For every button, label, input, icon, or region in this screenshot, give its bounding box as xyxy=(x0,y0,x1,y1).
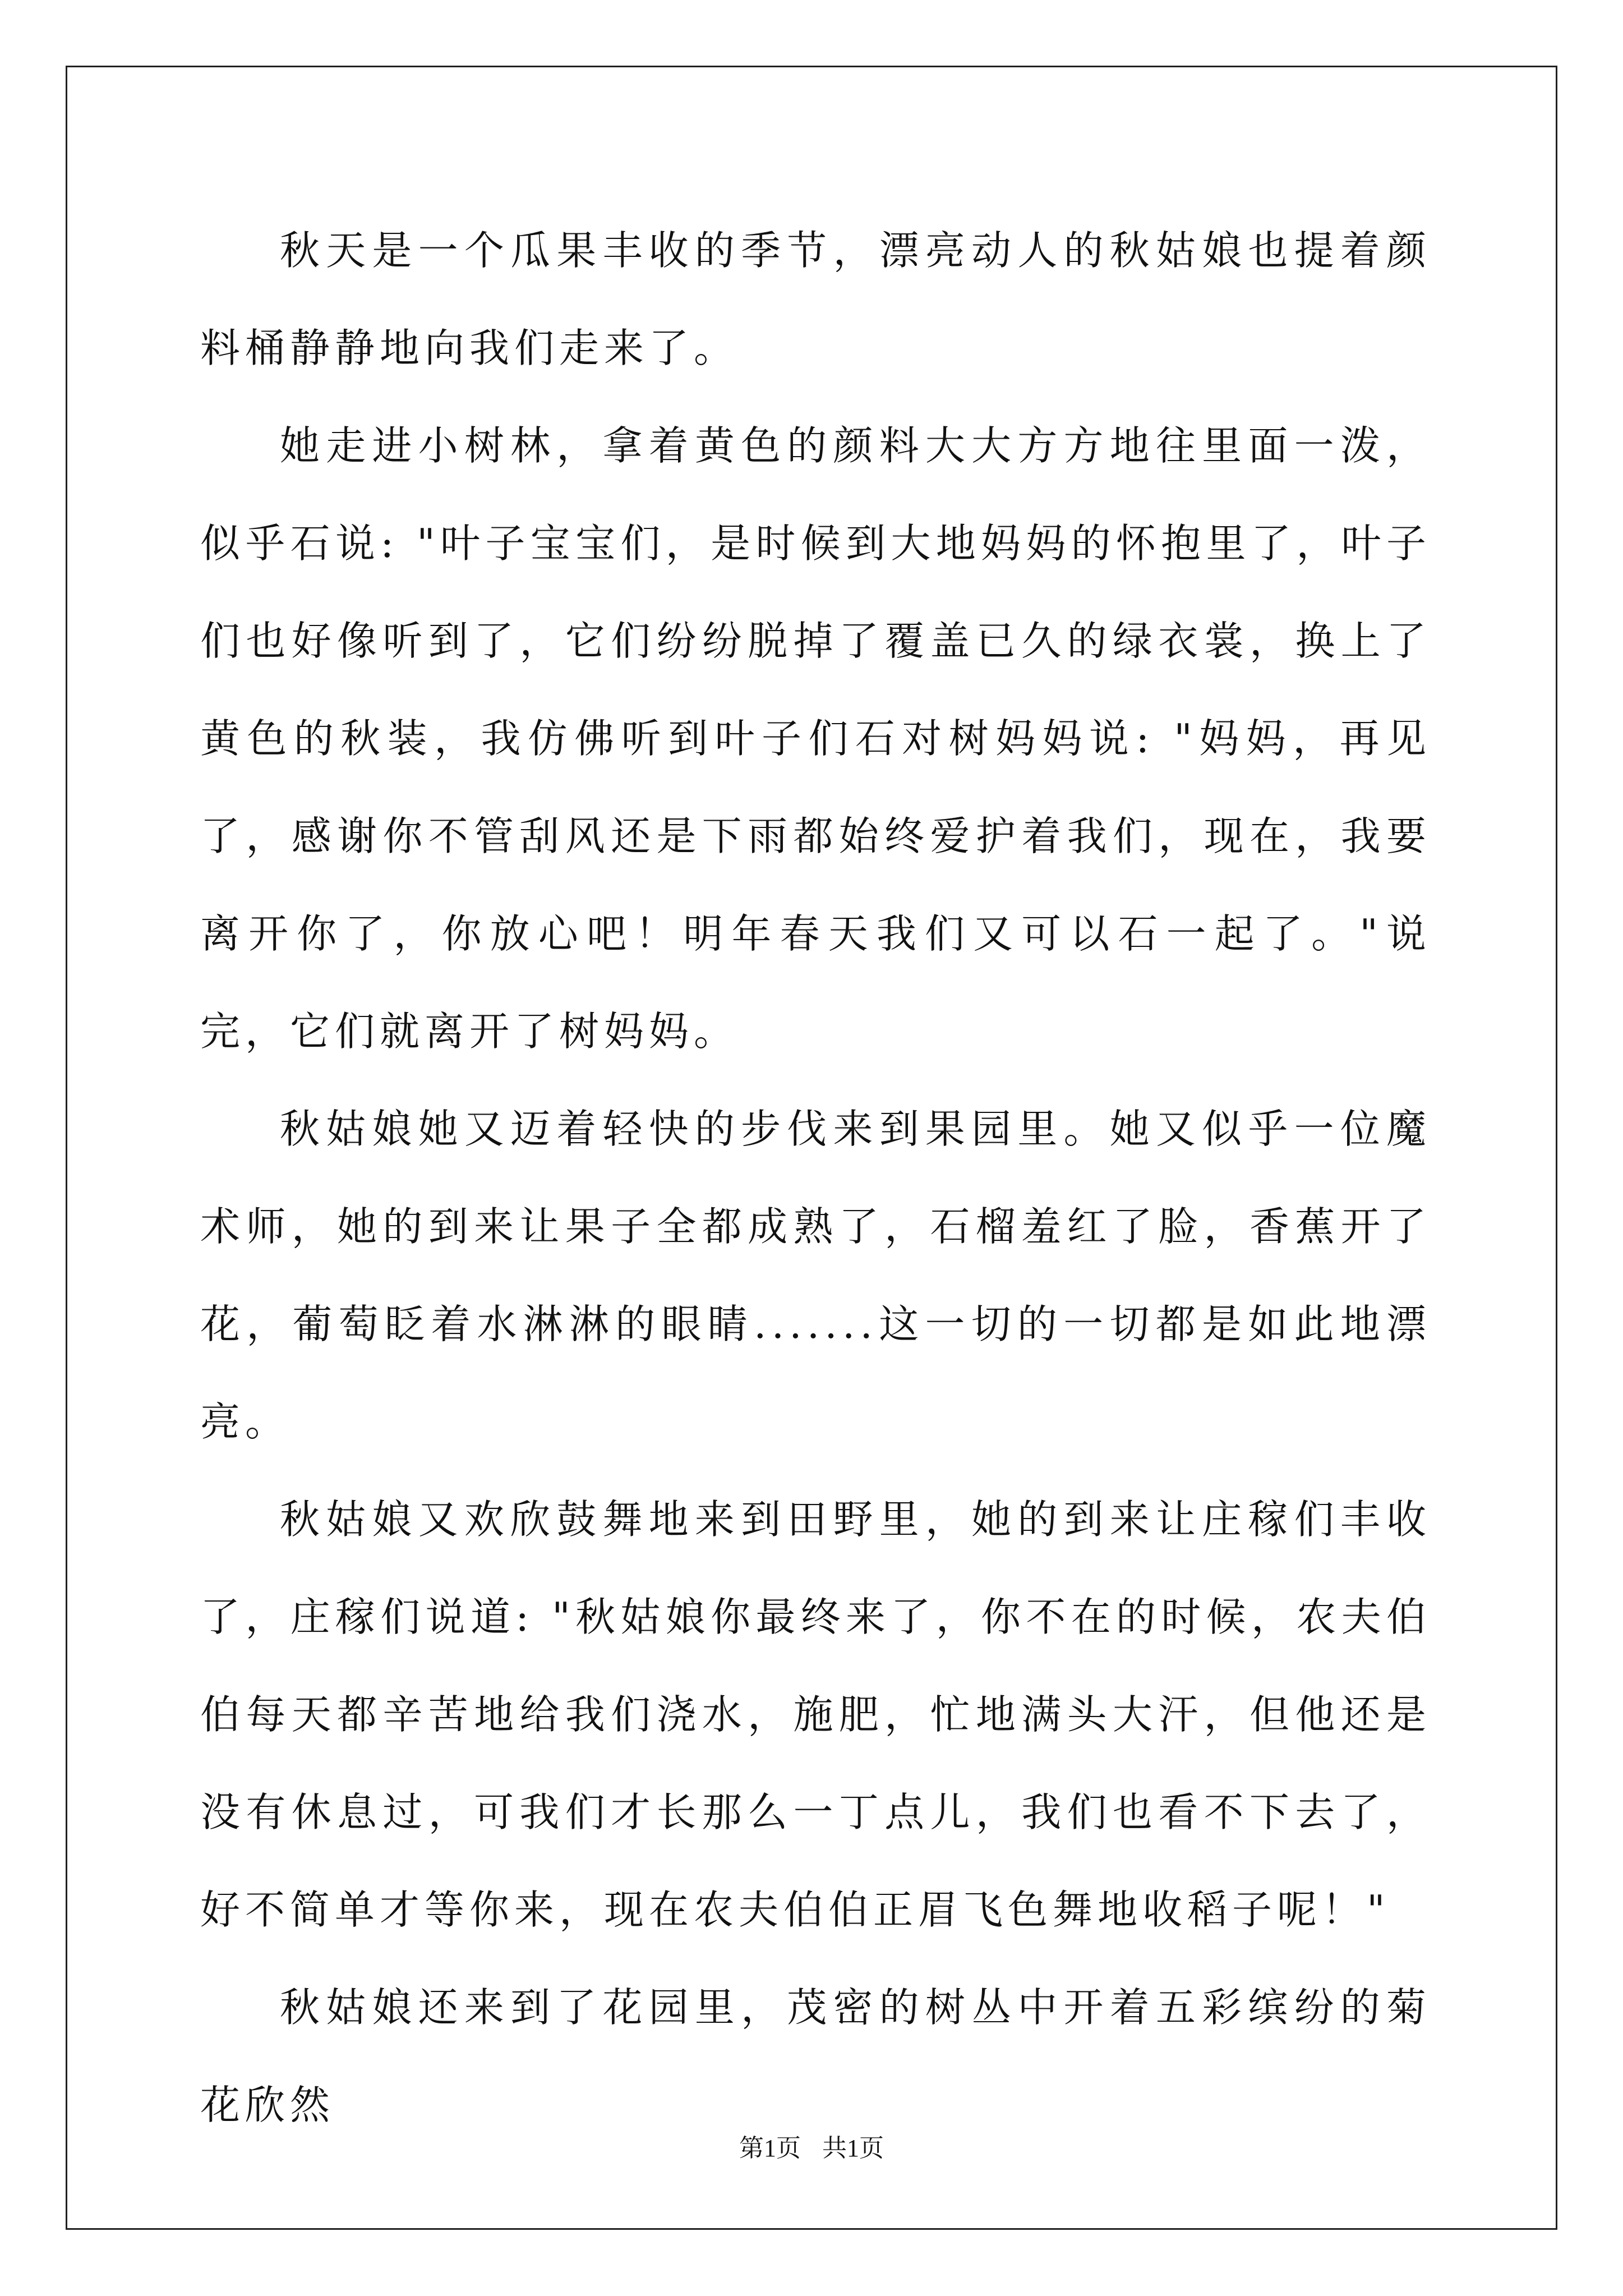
paragraph-1: 秋天是一个瓜果丰收的季节，漂亮动人的秋姑娘也提着颜料桶静静地向我们走来了。 xyxy=(200,227,1431,371)
page-number-current: 第1页 xyxy=(739,2134,801,2162)
paragraph-5: 秋姑娘还来到了花园里，茂密的树丛中开着五彩缤纷的菊花欣然 xyxy=(200,1984,1431,2128)
page-footer xyxy=(0,2132,1623,2165)
document-body xyxy=(200,202,1431,2154)
page-number-total: 共1页 xyxy=(822,2134,884,2162)
paragraph-4: 秋姑娘又欢欣鼓舞地来到田野里，她的到来让庄稼们丰收了，庄稼们说道: "秋姑娘你最终来了，你不在的时候，农夫伯伯每天都辛苦地给我们浇水，施肥，忙地满头大汗，但他还是没有休息过，可我们才长那么一丁点儿，我们也看不下去了，好不简单才等你来，现在农夫伯伯正眉飞色舞地收稻子呢！" xyxy=(200,1496,1431,1933)
paragraph-3: 秋姑娘她又迈着轻快的步伐来到果园里。她又似乎一位魔术师，她的到来让果子全都成熟了，石榴羞红了脸，香蕉开了花，葡萄眨着水淋淋的眼睛.......这一切的一切都是如此地漂亮。 xyxy=(200,1106,1432,1445)
paragraph-2: 她走进小树林，拿着黄色的颜料大大方方地往里面一泼，似乎石说: "叶子宝宝们，是时候到大地妈妈的怀抱里了，叶子们也好像听到了，它们纷纷脱掉了覆盖已久的绿衣裳，换上了黄色的秋装，我仿佛听到叶子们石对树妈妈说: "妈妈，再见了，感谢你不管刮风还是下雨都始终爱护着我们，现在，我要离开你了，你放心吧！明年春天我们又可以石一起了。"说完，它们就离开了树妈妈。 xyxy=(200,422,1431,1055)
